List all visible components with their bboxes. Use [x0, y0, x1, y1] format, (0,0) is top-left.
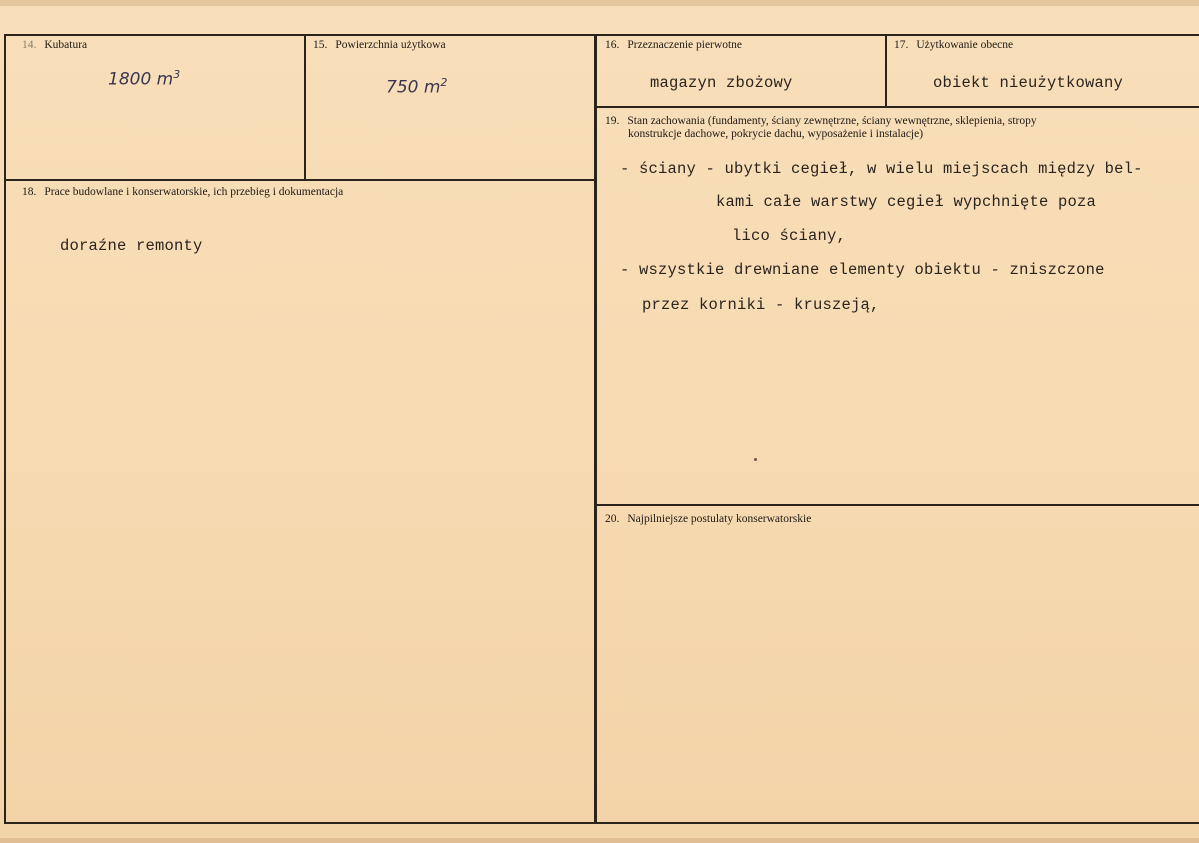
field-15-value	[386, 76, 447, 98]
field-16-number: 16.	[605, 39, 620, 51]
field-18-title: Prace budowlane i konserwatorskie, ich przebieg i dokumentacja	[44, 186, 344, 198]
field-17-label	[894, 38, 1013, 52]
field-20-label	[605, 512, 811, 526]
rule-divider-14-15	[304, 34, 306, 181]
rule-bottom	[4, 822, 1199, 824]
field-19-number: 19.	[605, 115, 620, 127]
field-16-label	[605, 38, 742, 52]
rule-row-20	[594, 504, 1199, 506]
field-14-number: 14.	[22, 39, 37, 51]
field-14-value-sup: 3	[173, 68, 181, 81]
rule-divider-16-17	[885, 34, 887, 107]
field-19-line-5: przez korniki - kruszeją,	[642, 296, 880, 314]
field-19-line-1: - ściany - ubytki cegieł, w wielu miejscach między bel-	[620, 160, 1143, 178]
field-19-line-2: kami całe warstwy cegieł wypchnięte poza	[716, 193, 1097, 211]
ink-speck	[754, 458, 757, 461]
field-18-number: 18.	[22, 186, 37, 198]
field-17-title: Użytkowanie obecne	[916, 39, 1014, 51]
rule-divider-main	[594, 34, 597, 824]
field-15-number: 15.	[313, 39, 328, 51]
field-18-label	[22, 185, 343, 199]
field-19-title-line1: Stan zachowania (fundamenty, ściany zewnętrzne, ściany wewnętrzne, sklepienia, stropy	[627, 115, 1037, 127]
card-top-edge	[0, 0, 1199, 6]
rule-top	[4, 34, 1199, 36]
field-15-value-text: 750 m	[386, 77, 441, 98]
field-14-value	[108, 68, 180, 90]
field-18-value: doraźne remonty	[60, 237, 203, 255]
card-bottom-edge	[0, 838, 1199, 843]
field-19-line-4: - wszystkie drewniane elementy obiektu - zniszczone	[620, 261, 1105, 279]
field-19-line-3: lico ściany,	[732, 227, 847, 245]
field-15-title: Powierzchnia użytkowa	[335, 39, 446, 51]
field-14-title: Kubatura	[44, 39, 88, 51]
field-16-title: Przeznaczenie pierwotne	[627, 39, 742, 51]
field-17-number: 17.	[894, 39, 909, 51]
field-16-value: magazyn zbożowy	[650, 74, 793, 92]
field-20-title: Najpilniejsze postulaty konserwatorskie	[627, 513, 812, 525]
field-14-value-text: 1800 m	[108, 69, 174, 90]
field-19-label-line2: konstrukcje dachowe, pokrycie dachu, wyposażenie i instalacje)	[628, 128, 924, 140]
rule-left	[4, 34, 6, 824]
rule-row-18	[4, 179, 596, 181]
field-20-number: 20.	[605, 513, 620, 525]
field-19-label	[605, 114, 1037, 128]
field-14-label	[22, 38, 87, 52]
field-15-value-sup: 2	[440, 76, 448, 89]
field-17-value: obiekt nieużytkowany	[933, 74, 1124, 92]
field-15-label	[313, 38, 446, 52]
rule-row-19	[594, 106, 1199, 108]
